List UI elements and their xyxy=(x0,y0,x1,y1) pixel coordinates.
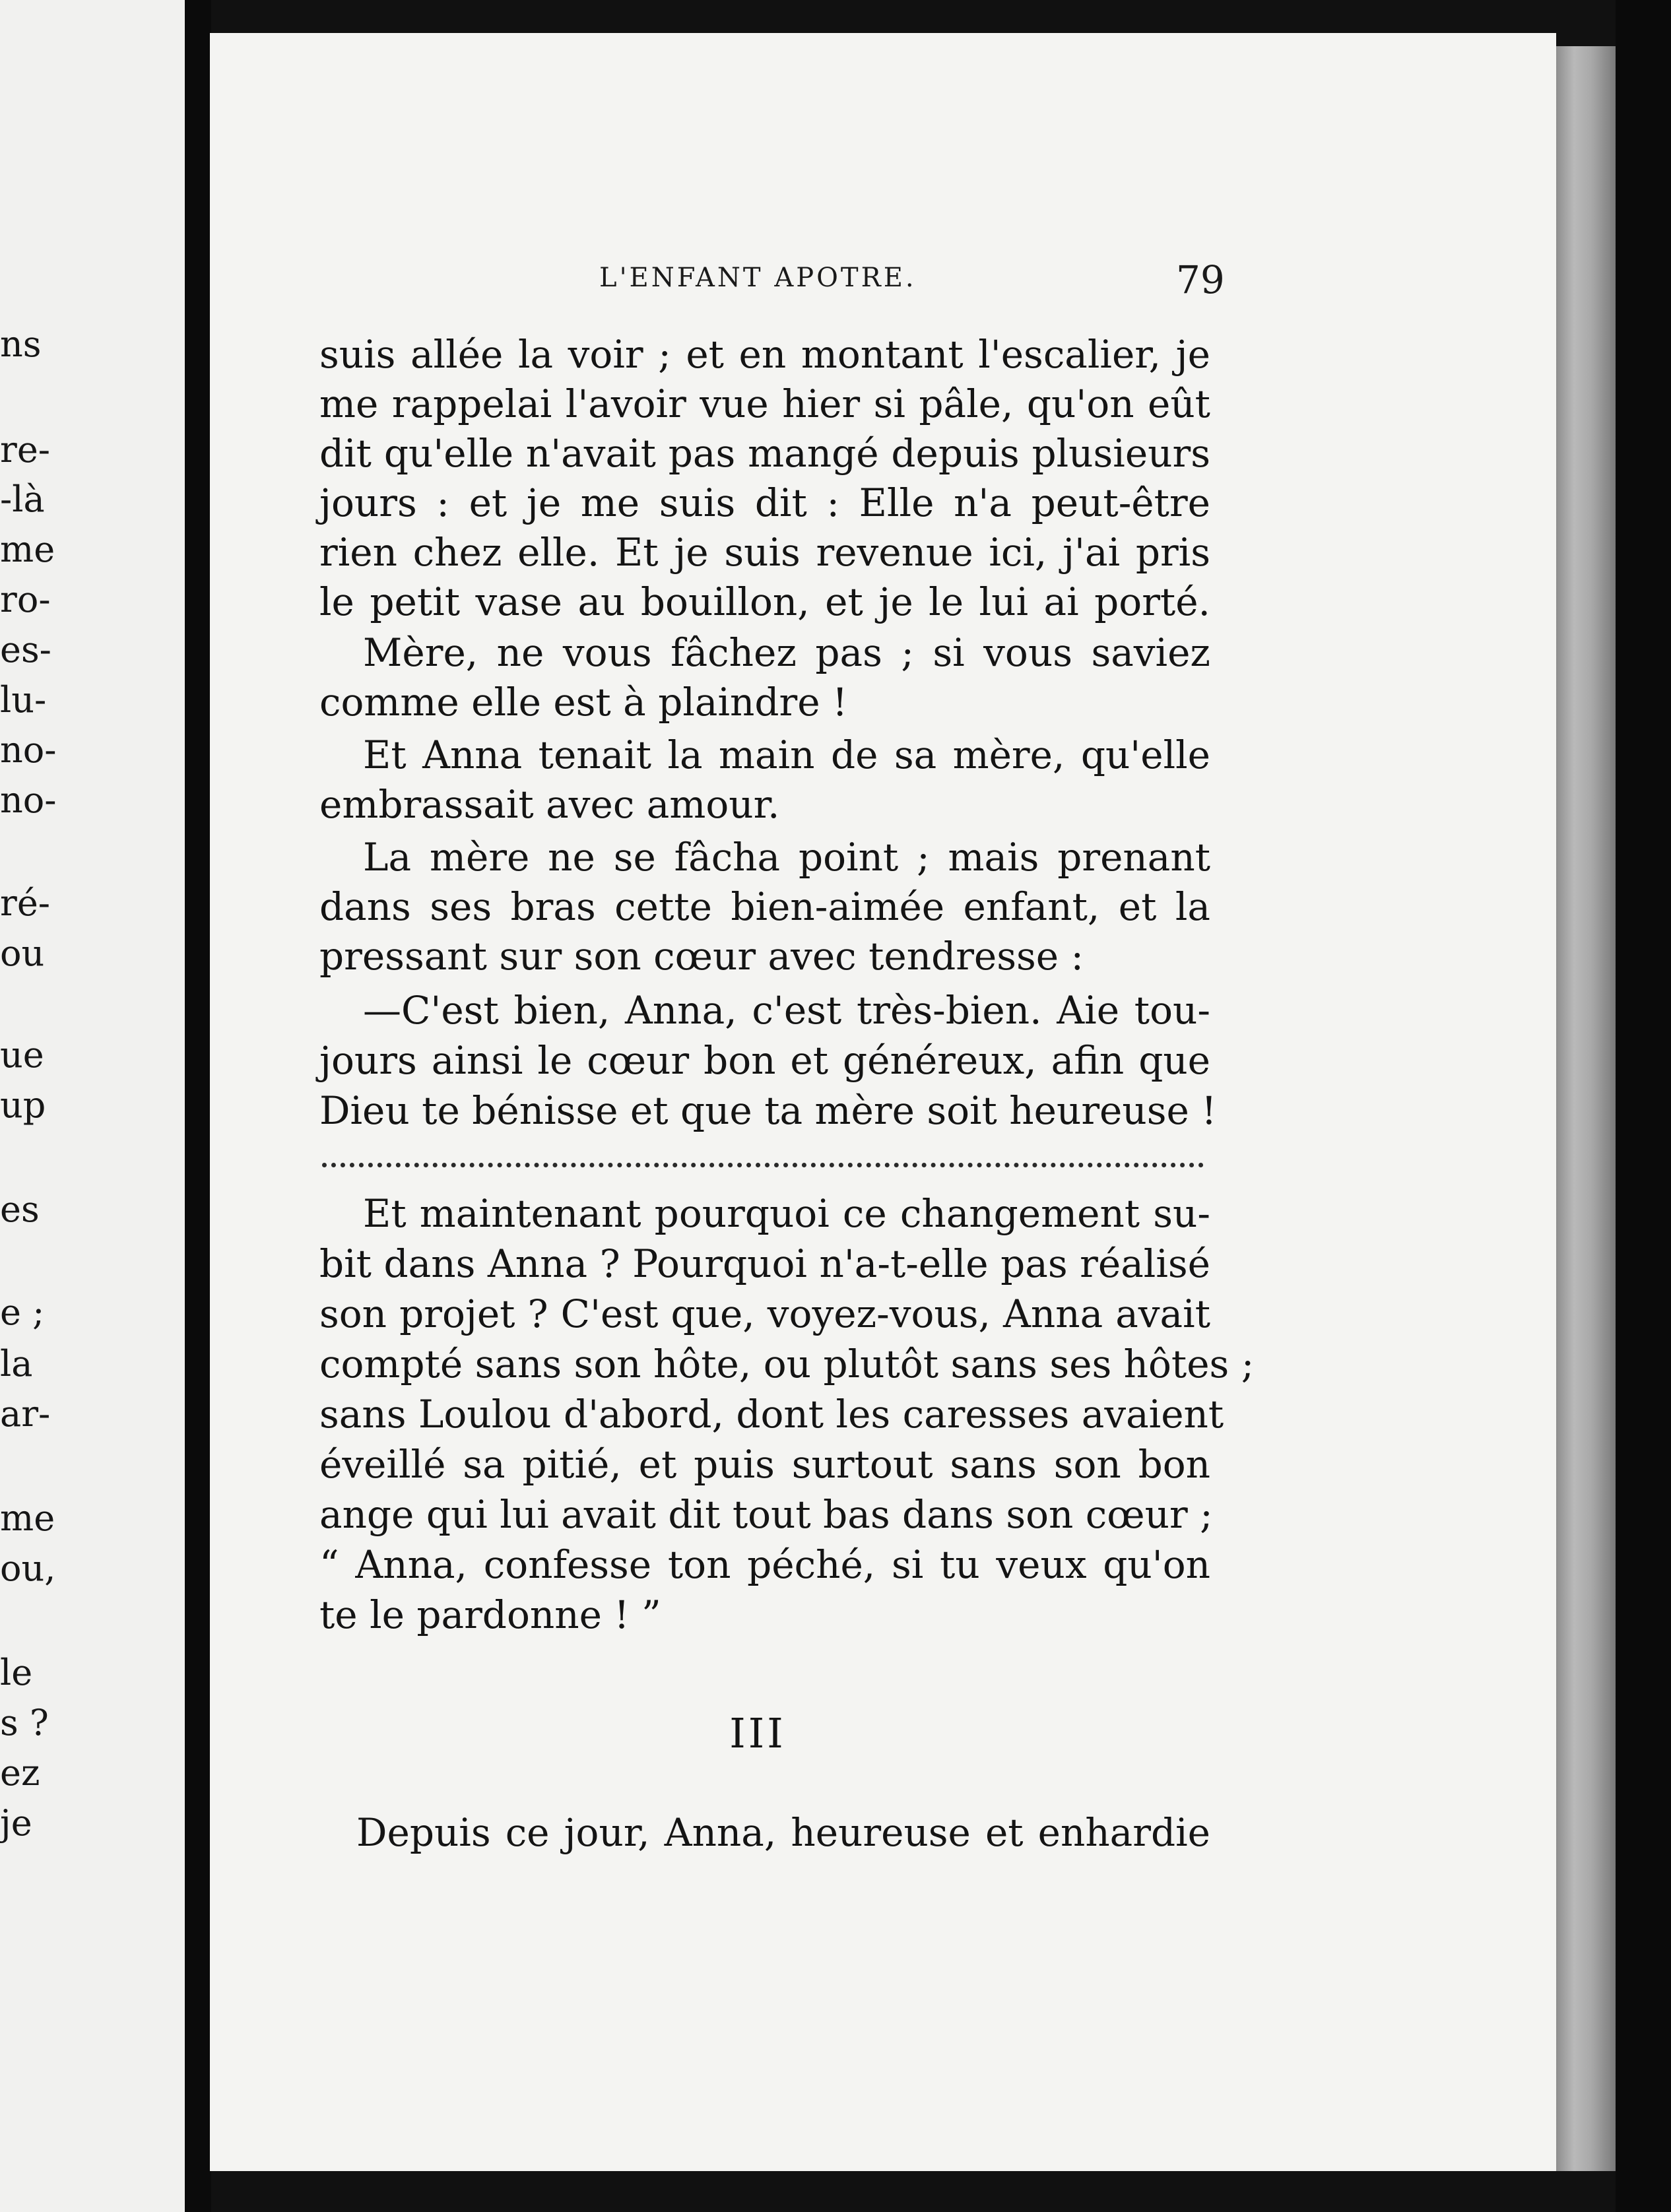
text-line: rien chez elle. Et je suis revenue ici, j'ai pris xyxy=(319,530,1210,575)
left-page-fragment: ou xyxy=(0,932,45,974)
text-line: me rappelai l'avoir vue hier si pâle, qu'on eût xyxy=(319,381,1210,426)
left-page-fragment: je xyxy=(0,1802,32,1844)
left-page-fragment: lu- xyxy=(0,679,47,721)
left-page-fragment: ar- xyxy=(0,1393,51,1435)
left-page-fragment: -là xyxy=(0,478,45,520)
left-page-fragment: re- xyxy=(0,429,51,471)
page-number: 79 xyxy=(1176,257,1225,302)
left-page-fragment: le xyxy=(0,1652,33,1693)
left-page-fragment: ez xyxy=(0,1752,40,1794)
text-line: —C'est bien, Anna, c'est très-bien. Aie tou- xyxy=(363,988,1210,1033)
text-line: pressant sur son cœur avec tendresse : xyxy=(319,934,1084,979)
text-line: Et Anna tenait la main de sa mère, qu'elle xyxy=(363,732,1210,777)
left-page-fragment: ns xyxy=(0,323,42,365)
running-head: L'ENFANT APOTRE. xyxy=(599,263,917,293)
text-line: son projet ? C'est que, voyez-vous, Anna avait xyxy=(319,1291,1210,1336)
text-line: Dieu te bénisse et que ta mère soit heureuse ! xyxy=(319,1088,1217,1133)
dotted-separator xyxy=(322,1163,1204,1167)
text-line: Mère, ne vous fâchez pas ; si vous saviez xyxy=(363,630,1210,675)
section-number: III xyxy=(729,1709,786,1757)
text-line: jours ainsi le cœur bon et généreux, afin que xyxy=(319,1038,1210,1083)
left-page-fragment: me xyxy=(0,1497,55,1539)
text-line: dit qu'elle n'avait pas mangé depuis plusieurs xyxy=(319,431,1210,476)
text-line: La mère ne se fâcha point ; mais prenant xyxy=(363,835,1210,880)
left-page-fragment: no- xyxy=(0,779,57,821)
text-line: te le pardonne ! ” xyxy=(319,1592,661,1637)
scan-border xyxy=(1616,0,1671,2212)
text-line: jours : et je me suis dit : Elle n'a peut-être xyxy=(319,480,1210,525)
left-page-fragment: ou, xyxy=(0,1547,56,1589)
book-gutter xyxy=(185,0,211,2212)
text-line: “ Anna, confesse ton péché, si tu veux qu'on xyxy=(319,1542,1210,1587)
page-edge xyxy=(1556,46,1616,2171)
left-page-fragment: no- xyxy=(0,729,57,771)
left-page-fragment: s ? xyxy=(0,1702,49,1743)
text-line: embrassait avec amour. xyxy=(319,782,780,827)
text-line: Et maintenant pourquoi ce changement su- xyxy=(363,1191,1210,1236)
left-page-fragment: es xyxy=(0,1188,40,1230)
left-page-fragment: la xyxy=(0,1343,33,1384)
text-line: le petit vase au bouillon, et je le lui ai porté. xyxy=(319,579,1210,624)
left-page-fragment: ue xyxy=(0,1034,44,1076)
text-line: sans Loulou d'abord, dont les caresses avaient xyxy=(319,1392,1224,1437)
left-page xyxy=(0,0,185,2212)
text-line: suis allée la voir ; et en montant l'escalier, je xyxy=(319,332,1210,377)
left-page-fragment: e ; xyxy=(0,1291,45,1333)
text-line: ange qui lui avait dit tout bas dans son cœur ; xyxy=(319,1492,1213,1537)
text-line: éveillé sa pitié, et puis surtout sans son bon xyxy=(319,1442,1210,1487)
left-page-fragment: ro- xyxy=(0,579,51,620)
text-line: compté sans son hôte, ou plutôt sans ses hôtes ; xyxy=(319,1342,1255,1386)
left-page-fragment: es- xyxy=(0,629,51,670)
text-line: comme elle est à plaindre ! xyxy=(319,680,848,725)
left-page-fragment: me xyxy=(0,529,55,570)
text-line: Depuis ce jour, Anna, heureuse et enhardie xyxy=(356,1810,1210,1855)
left-page-fragment: ré- xyxy=(0,882,51,924)
text-line: dans ses bras cette bien-aimée enfant, et la xyxy=(319,884,1210,929)
left-page-fragment: up xyxy=(0,1084,46,1126)
text-line: bit dans Anna ? Pourquoi n'a-t-elle pas réalisé xyxy=(319,1241,1210,1286)
